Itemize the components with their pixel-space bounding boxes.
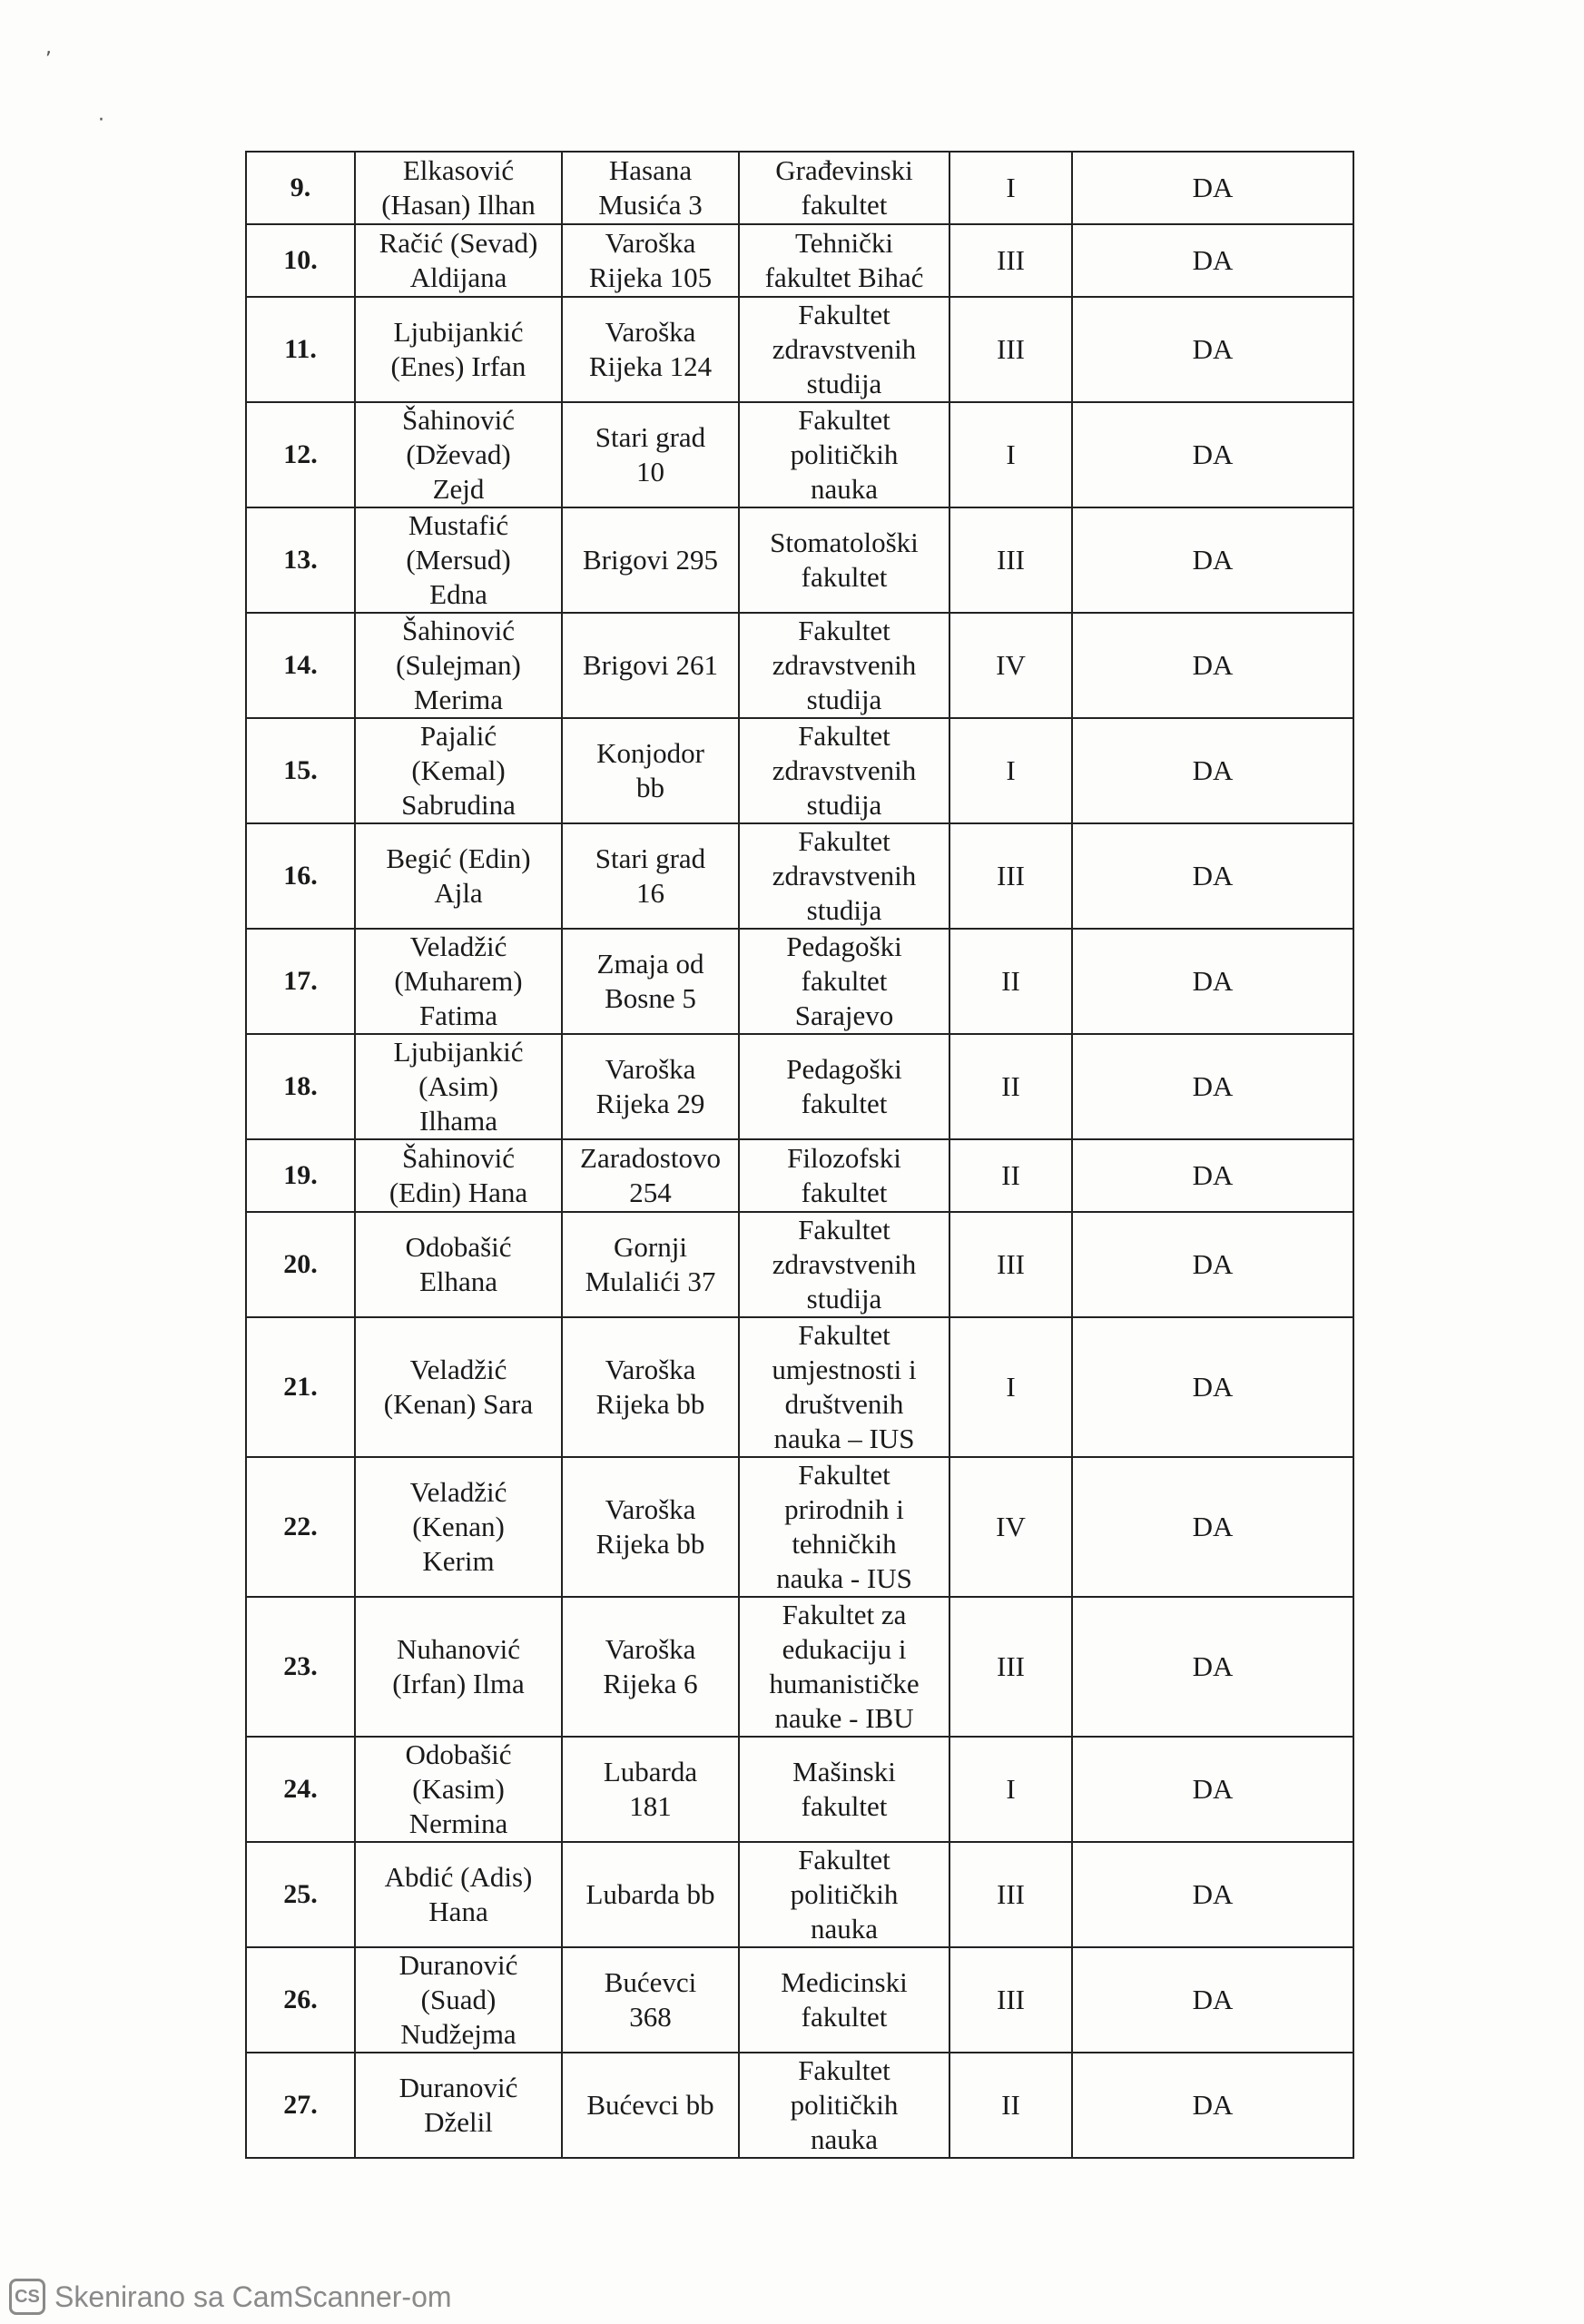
answer-cell: DA	[1072, 1212, 1353, 1317]
table-row	[246, 402, 1353, 507]
student-faculty-line: nauke - IBU	[774, 1702, 914, 1734]
student-address-line: Bućevci	[604, 1966, 697, 1998]
student-faculty-line: političkih	[790, 438, 899, 470]
student-faculty-line: Stomatološki	[770, 527, 919, 558]
student-faculty-line: Fakultet	[798, 2054, 890, 2086]
student-address	[562, 1034, 739, 1139]
student-name-line: Zejd	[432, 473, 485, 505]
student-name-line: Duranović	[398, 1949, 518, 1981]
student-faculty	[739, 823, 949, 929]
table-row	[246, 152, 1353, 224]
student-faculty	[739, 402, 949, 507]
answer-cell: DA	[1072, 1597, 1353, 1737]
student-name-line: Merima	[413, 684, 504, 715]
student-faculty-line: edukaciju i	[782, 1633, 907, 1665]
student-name-line: Račić (Sevad)	[379, 227, 538, 259]
row-number: 21.	[246, 1317, 355, 1457]
table-row	[246, 718, 1353, 823]
student-faculty-line: Medicinski	[781, 1966, 908, 1998]
study-year: III	[949, 1212, 1072, 1317]
study-year: III	[949, 1597, 1072, 1737]
student-faculty	[739, 613, 949, 718]
student-faculty	[739, 1034, 949, 1139]
student-name-line: (Kemal)	[411, 754, 506, 786]
student-faculty-line: Fakultet	[798, 615, 890, 646]
student-name	[355, 1034, 562, 1139]
student-address-line: Rijeka 6	[603, 1668, 698, 1699]
table-row	[246, 1139, 1353, 1212]
study-year: I	[949, 718, 1072, 823]
student-faculty-line: Građevinski	[775, 154, 913, 186]
student-address-line: Bućevci bb	[586, 2089, 714, 2121]
table-row	[246, 1034, 1353, 1139]
student-faculty-line: nauka	[810, 473, 879, 505]
student-faculty-line: Fakultet za	[782, 1599, 907, 1630]
student-faculty	[739, 297, 949, 402]
student-name	[355, 1212, 562, 1317]
student-faculty-line: Sarajevo	[794, 1000, 894, 1031]
student-name-line: (Muharem)	[394, 965, 523, 997]
student-faculty-line: nauka	[810, 2123, 879, 2155]
student-address-line: 254	[629, 1177, 672, 1208]
student-faculty	[739, 1317, 949, 1457]
row-number: 25.	[246, 1842, 355, 1947]
student-name	[355, 929, 562, 1034]
student-address-line: 368	[629, 2001, 672, 2033]
student-faculty	[739, 1842, 949, 1947]
student-name-line: (Sulejman)	[396, 649, 521, 681]
student-name	[355, 402, 562, 507]
student-name-line: (Dževad)	[406, 438, 511, 470]
student-name-line: Nuhanović	[396, 1633, 521, 1665]
student-name-line: Ajla	[434, 877, 483, 909]
student-faculty	[739, 1212, 949, 1317]
row-number: 26.	[246, 1947, 355, 2053]
student-faculty-line: političkih	[790, 1878, 899, 1910]
study-year: III	[949, 297, 1072, 402]
student-address-line: bb	[636, 772, 664, 803]
student-address-line: Varoška	[605, 316, 696, 348]
answer-cell: DA	[1072, 402, 1353, 507]
student-faculty-line: fakultet	[801, 2001, 888, 2033]
student-faculty-line: Filozofski	[787, 1142, 901, 1174]
row-number: 27.	[246, 2053, 355, 2158]
student-address-line: Brigovi 261	[583, 649, 718, 681]
student-address-line: Hasana	[608, 154, 693, 186]
student-name-line: Hana	[428, 1896, 488, 1927]
study-year: I	[949, 402, 1072, 507]
student-address-line: Stari grad	[595, 842, 706, 874]
student-faculty-line: društvenih	[784, 1388, 904, 1420]
table-row	[246, 297, 1353, 402]
student-faculty-line: Mašinski	[792, 1756, 896, 1787]
student-name-line: Sabrudina	[401, 789, 516, 821]
student-name-line: Duranović	[398, 2072, 518, 2103]
table-row	[246, 2053, 1353, 2158]
answer-cell: DA	[1072, 1842, 1353, 1947]
study-year: IV	[949, 613, 1072, 718]
student-name-line: Veladžić	[409, 1354, 507, 1385]
student-name-line: (Mersud)	[406, 544, 511, 576]
student-faculty	[739, 1457, 949, 1597]
student-faculty-line: tehničkih	[792, 1528, 897, 1560]
student-address	[562, 152, 739, 224]
student-faculty-line: fakultet	[801, 965, 888, 997]
student-address-line: Stari grad	[595, 421, 706, 453]
student-address-line: Varoška	[605, 1354, 696, 1385]
study-year: I	[949, 1317, 1072, 1457]
answer-cell: DA	[1072, 1947, 1353, 2053]
student-faculty-line: Fakultet	[798, 1844, 890, 1876]
student-name-line: Odobašić	[405, 1738, 512, 1770]
student-name-line: Mustafić	[408, 509, 509, 541]
student-name-line: Nermina	[408, 1807, 508, 1839]
student-faculty	[739, 929, 949, 1034]
student-name-line: Elhana	[418, 1265, 498, 1297]
student-faculty-line: zdravstvenih	[772, 1248, 917, 1280]
study-year: IV	[949, 1457, 1072, 1597]
study-year: II	[949, 1034, 1072, 1139]
answer-cell: DA	[1072, 2053, 1353, 2158]
student-faculty-line: studija	[806, 789, 882, 821]
student-faculty	[739, 1597, 949, 1737]
student-address-line: Varoška	[605, 1633, 696, 1665]
student-faculty-line: Fakultet	[798, 825, 890, 857]
student-faculty-line: nauka - IUS	[776, 1562, 912, 1594]
student-name-line: Nudžejma	[400, 2018, 517, 2050]
student-name-line: Dželil	[424, 2106, 493, 2138]
student-name-line: Edna	[429, 578, 487, 610]
row-number: 16.	[246, 823, 355, 929]
student-name	[355, 297, 562, 402]
student-faculty-line: Pedagoški	[786, 1053, 902, 1085]
table-row	[246, 1212, 1353, 1317]
answer-cell: DA	[1072, 224, 1353, 297]
student-address-line: Musića 3	[598, 189, 703, 221]
table-row	[246, 1737, 1353, 1842]
student-address	[562, 2053, 739, 2158]
student-faculty-line: Fakultet	[798, 1214, 890, 1246]
row-number: 12.	[246, 402, 355, 507]
student-address	[562, 1457, 739, 1597]
student-address	[562, 1597, 739, 1737]
student-name-line: (Irfan) Ilma	[392, 1668, 525, 1699]
student-faculty	[739, 152, 949, 224]
study-year: I	[949, 152, 1072, 224]
student-name-line: (Edin) Hana	[389, 1177, 528, 1208]
camscanner-watermark	[9, 2279, 452, 2315]
student-faculty-line: humanističke	[769, 1668, 920, 1699]
student-name-line: (Kenan)	[412, 1511, 505, 1542]
student-address	[562, 929, 739, 1034]
student-name	[355, 1842, 562, 1947]
student-name-line: (Hasan) Ilhan	[381, 189, 536, 221]
student-address	[562, 1947, 739, 2053]
student-name-line: Ljubijankić	[393, 316, 524, 348]
study-year: III	[949, 823, 1072, 929]
student-address	[562, 224, 739, 297]
table-row	[246, 929, 1353, 1034]
student-faculty-line: fakultet	[801, 561, 888, 593]
table-row	[246, 1457, 1353, 1597]
table-row	[246, 1597, 1353, 1737]
student-name	[355, 1317, 562, 1457]
row-number: 17.	[246, 929, 355, 1034]
student-faculty-line: nauka	[810, 1913, 879, 1945]
row-number: 15.	[246, 718, 355, 823]
student-name	[355, 1457, 562, 1597]
student-address-line: Gornji	[614, 1231, 687, 1263]
answer-cell: DA	[1072, 613, 1353, 718]
row-number: 24.	[246, 1737, 355, 1842]
student-name-line: Elkasović	[402, 154, 515, 186]
student-faculty	[739, 1139, 949, 1212]
student-faculty-line: studija	[806, 684, 882, 715]
table-row	[246, 224, 1353, 297]
student-name-line: (Suad)	[420, 1984, 497, 2015]
student-name	[355, 613, 562, 718]
student-address	[562, 823, 739, 929]
student-address	[562, 507, 739, 613]
student-address-line: Zaradostovo	[580, 1142, 721, 1174]
student-address-line: Lubarda bb	[585, 1878, 715, 1910]
student-address-line: Rijeka bb	[595, 1528, 705, 1560]
answer-cell: DA	[1072, 1317, 1353, 1457]
student-address	[562, 718, 739, 823]
student-name-line: Odobašić	[405, 1231, 512, 1263]
row-number: 13.	[246, 507, 355, 613]
study-year: II	[949, 2053, 1072, 2158]
student-faculty-line: fakultet Bihać	[764, 261, 924, 293]
student-name-line: Begić (Edin)	[386, 842, 531, 874]
student-address-line: Rijeka 124	[588, 350, 713, 382]
row-number: 18.	[246, 1034, 355, 1139]
camscanner-icon: CS	[9, 2279, 45, 2315]
scan-speck: ,	[45, 36, 52, 59]
student-address-line: Rijeka 105	[588, 261, 713, 293]
student-address-line: Mulalići 37	[585, 1265, 716, 1297]
student-name	[355, 1139, 562, 1212]
student-address-line: Konjodor	[596, 737, 704, 769]
student-address-line: Rijeka 29	[595, 1088, 705, 1119]
answer-cell: DA	[1072, 929, 1353, 1034]
student-name	[355, 152, 562, 224]
study-year: III	[949, 1842, 1072, 1947]
student-name-line: Šahinović	[402, 404, 515, 436]
student-address	[562, 1139, 739, 1212]
student-faculty-line: studija	[806, 368, 882, 399]
student-faculty-line: Fakultet	[798, 720, 890, 752]
student-name-line: Veladžić	[409, 1476, 507, 1508]
student-faculty-line: fakultet	[801, 1088, 888, 1119]
student-name-line: (Asim)	[418, 1070, 498, 1102]
answer-cell: DA	[1072, 718, 1353, 823]
answer-cell: DA	[1072, 297, 1353, 402]
student-address-line: Varoška	[605, 227, 696, 259]
student-faculty	[739, 2053, 949, 2158]
student-name	[355, 224, 562, 297]
study-year: III	[949, 507, 1072, 613]
row-number: 14.	[246, 613, 355, 718]
student-address	[562, 613, 739, 718]
student-address	[562, 1737, 739, 1842]
student-faculty-line: Fakultet	[798, 1319, 890, 1351]
student-address	[562, 1842, 739, 1947]
student-faculty-line: studija	[806, 1283, 882, 1315]
student-name-line: Aldijana	[409, 261, 507, 293]
student-name-line: Veladžić	[409, 931, 507, 962]
student-address	[562, 1317, 739, 1457]
student-faculty-line: zdravstvenih	[772, 860, 917, 891]
table-row	[246, 1947, 1353, 2053]
student-name-line: Šahinović	[402, 1142, 515, 1174]
student-name	[355, 1947, 562, 2053]
student-faculty	[739, 718, 949, 823]
student-faculty-line: fakultet	[801, 189, 888, 221]
student-name-line: Fatima	[418, 1000, 498, 1031]
student-faculty-line: Fakultet	[798, 404, 890, 436]
student-address-line: Varoška	[605, 1053, 696, 1085]
study-year: II	[949, 1139, 1072, 1212]
student-name	[355, 2053, 562, 2158]
answer-cell: DA	[1072, 507, 1353, 613]
student-faculty	[739, 1737, 949, 1842]
student-faculty-line: zdravstvenih	[772, 333, 917, 365]
student-faculty-line: fakultet	[801, 1790, 888, 1822]
answer-cell: DA	[1072, 823, 1353, 929]
answer-cell: DA	[1072, 1139, 1353, 1212]
row-number: 10.	[246, 224, 355, 297]
table-row	[246, 823, 1353, 929]
student-name-line: Kerim	[422, 1545, 495, 1577]
answer-cell: DA	[1072, 1034, 1353, 1139]
student-name	[355, 823, 562, 929]
student-faculty-line: Tehnički	[794, 227, 893, 259]
student-faculty	[739, 507, 949, 613]
student-name-line: Abdić (Adis)	[384, 1861, 533, 1893]
student-name-line: Šahinović	[402, 615, 515, 646]
student-address-line: 181	[629, 1790, 672, 1822]
row-number: 20.	[246, 1212, 355, 1317]
scan-speck: ·	[98, 109, 104, 132]
row-number: 22.	[246, 1457, 355, 1597]
answer-cell: DA	[1072, 152, 1353, 224]
student-address	[562, 402, 739, 507]
student-name-line: (Kasim)	[412, 1773, 505, 1805]
student-faculty-line: političkih	[790, 2089, 899, 2121]
student-faculty-line: Fakultet	[798, 1459, 890, 1491]
student-address-line: Lubarda	[603, 1756, 698, 1787]
student-table	[245, 151, 1354, 2159]
row-number: 11.	[246, 297, 355, 402]
student-address-line: Rijeka bb	[595, 1388, 705, 1420]
student-name	[355, 718, 562, 823]
student-faculty-line: studija	[806, 894, 882, 926]
row-number: 19.	[246, 1139, 355, 1212]
student-address-line: Zmaja od	[596, 948, 704, 980]
student-name-line: (Enes) Irfan	[390, 350, 526, 382]
student-name-line: (Kenan) Sara	[383, 1388, 534, 1420]
student-name-line: Pajalić	[419, 720, 497, 752]
table-row	[246, 613, 1353, 718]
table-row	[246, 507, 1353, 613]
study-year: II	[949, 929, 1072, 1034]
student-address-line: 10	[636, 456, 664, 487]
student-address-line: 16	[636, 877, 664, 909]
study-year: III	[949, 1947, 1072, 2053]
student-address-line: Varoška	[605, 1493, 696, 1525]
student-address	[562, 297, 739, 402]
student-faculty-line: Fakultet	[798, 299, 890, 330]
row-number: 23.	[246, 1597, 355, 1737]
student-faculty-line: umjestnosti i	[772, 1354, 917, 1385]
table-row	[246, 1317, 1353, 1457]
student-faculty-line: nauka – IUS	[773, 1423, 915, 1454]
table-row	[246, 1842, 1353, 1947]
student-faculty-line: zdravstvenih	[772, 649, 917, 681]
camscanner-text: Skenirano sa CamScanner-om	[54, 2280, 452, 2313]
student-faculty	[739, 1947, 949, 2053]
student-faculty-line: prirodnih i	[784, 1493, 904, 1525]
answer-cell: DA	[1072, 1457, 1353, 1597]
student-name-line: Ljubijankić	[393, 1036, 524, 1068]
student-address	[562, 1212, 739, 1317]
student-address-line: Bosne 5	[605, 982, 696, 1014]
row-number: 9.	[246, 152, 355, 224]
answer-cell: DA	[1072, 1737, 1353, 1842]
student-faculty	[739, 224, 949, 297]
student-name	[355, 1737, 562, 1842]
student-name	[355, 507, 562, 613]
student-name	[355, 1597, 562, 1737]
student-faculty-line: zdravstvenih	[772, 754, 917, 786]
study-year: III	[949, 224, 1072, 297]
student-address-line: Brigovi 295	[583, 544, 718, 576]
student-faculty-line: fakultet	[801, 1177, 888, 1208]
student-name-line: Ilhama	[418, 1105, 498, 1137]
student-faculty-line: Pedagoški	[786, 931, 902, 962]
study-year: I	[949, 1737, 1072, 1842]
